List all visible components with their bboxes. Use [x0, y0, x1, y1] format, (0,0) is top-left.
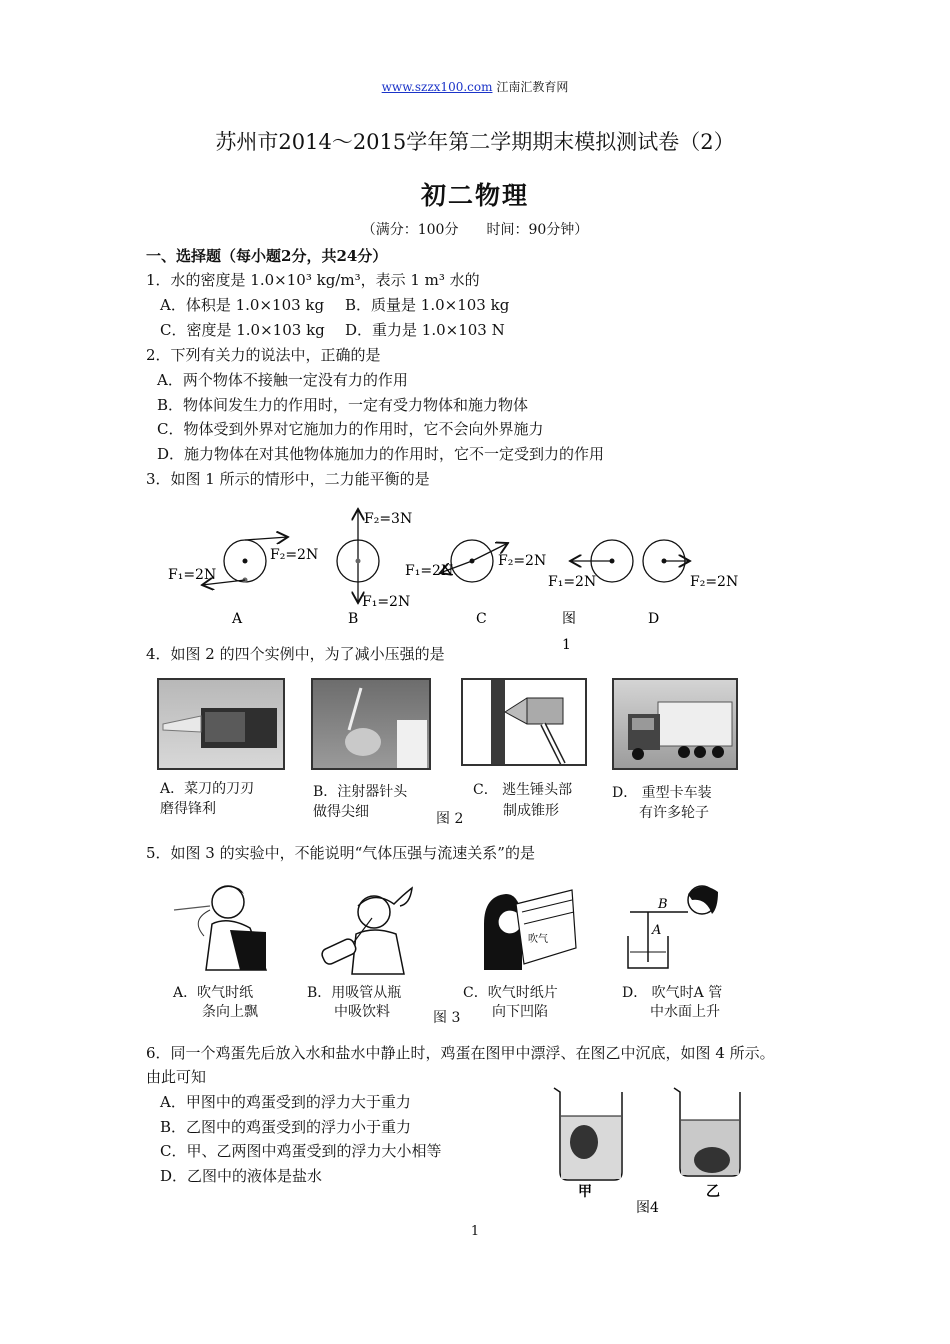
site-link[interactable]: www.szzx100.com — [381, 80, 493, 94]
q4-caption-d-line2: 有许多轮子 — [639, 805, 709, 821]
figure-1-force-diagrams — [140, 495, 760, 655]
q5-caption-c-line2: 向下凹陷 — [492, 1004, 548, 1020]
q5-caption-c-line1: C．吹气时纸片 — [463, 985, 558, 1001]
q6-stem-line2: 由此可知 — [146, 1068, 207, 1086]
q2-option-a: A．两个物体不接触一定没有力的作用 — [157, 371, 408, 389]
diagram-c — [405, 540, 546, 627]
q4-caption-a-line2: 磨得锋利 — [160, 801, 216, 817]
blowing-paper-card-drawing — [476, 884, 580, 976]
exam-title: 苏州市2014～2015学年第二学期期末模拟测试卷（2） — [215, 130, 735, 154]
figure-4-beakers — [548, 1080, 748, 1220]
d-option-label: D — [648, 611, 660, 627]
d-f2-label: F₂=2N — [690, 574, 739, 590]
site-name: 江南汇教育网 — [496, 80, 569, 94]
section-heading: 一、选择题（每小题2分，共24分） — [146, 247, 388, 265]
q6-option-a: A．甲图中的鸡蛋受到的浮力大于重力 — [160, 1093, 411, 1111]
beaker-jia-label: 甲 — [578, 1184, 592, 1200]
q1-option-b: B．质量是 1.0×103 kg — [345, 296, 510, 314]
diagram-a — [168, 537, 318, 627]
a-option-label: A — [232, 611, 243, 627]
a-f1-label: F₁=2N — [168, 567, 217, 583]
q5-caption-d-line1: D． 吹气时A 管 — [622, 985, 723, 1001]
diagram-d — [548, 540, 738, 653]
beaker-yi-label: 乙 — [706, 1184, 720, 1200]
q4-caption-c-line1: C． 逃生锤头部 — [473, 782, 573, 798]
q5-caption-a-line1: A．吹气时纸 — [173, 985, 254, 1001]
b-f1-label: F₁=2N — [362, 594, 411, 610]
q2-option-b: B．物体间发生力的作用时，一定有受力物体和施力物体 — [157, 396, 529, 414]
q5-caption-d-line2: 中水面上升 — [650, 1004, 720, 1020]
q6-option-c: C．甲、乙两图中鸡蛋受到的浮力大小相等 — [160, 1142, 442, 1160]
q6-option-d: D．乙图中的液体是盐水 — [160, 1167, 323, 1185]
tube-a-label: A — [652, 923, 662, 938]
beaker-jia — [554, 1088, 622, 1200]
c-f2-label: F₂=2N — [498, 553, 547, 569]
q5-stem: 5．如图 3 的实验中，不能说明“气体压强与流速关系”的是 — [146, 844, 535, 862]
page-number: 1 — [470, 1224, 480, 1239]
q1-option-a: A．体积是 1.0×103 kg — [160, 296, 325, 314]
q2-option-d: D．施力物体在对其他物体施加力的作用时，它不一定受到力的作用 — [157, 445, 605, 463]
q4-caption-b-line1: B．注射器针头 — [313, 784, 408, 800]
q3-stem: 3．如图 1 所示的情形中，二力能平衡的是 — [146, 470, 430, 488]
truck-photo — [612, 678, 738, 770]
q4-caption-d-line1: D． 重型卡车装 — [612, 785, 712, 801]
q4-stem: 4．如图 2 的四个实例中，为了减小压强的是 — [146, 645, 445, 663]
syringe-photo — [311, 678, 431, 770]
q1-option-d: D．重力是 1.0×103 N — [345, 321, 505, 339]
q2-option-c: C．物体受到外界对它施加力的作用时，它不会向外界施力 — [157, 420, 544, 438]
paper-card-text: 吹气 — [528, 934, 548, 945]
q6-option-b: B．乙图中的鸡蛋受到的浮力小于重力 — [160, 1118, 412, 1136]
subject-title: 初二物理 — [420, 181, 529, 210]
q4-caption-c-line2: 制成锥形 — [503, 803, 559, 819]
figure-2-label: 图 2 — [436, 811, 464, 827]
figure-1-label-top: 图 — [562, 611, 576, 627]
figure-3-label: 图 3 — [433, 1010, 461, 1026]
c-f1-label: F₁=2N — [405, 563, 454, 579]
q1-stem: 1．水的密度是 1.0×10³ kg/m³，表示 1 m³ 水的 — [146, 271, 480, 289]
a-f2-label: F₂=2N — [270, 547, 319, 563]
hammer-diagram — [461, 678, 587, 766]
exam-meta: （满分：100分 时间：90分钟） — [361, 222, 589, 238]
tube-b-label: B — [658, 897, 668, 912]
q5-caption-b-line1: B．用吸管从瓶 — [307, 985, 402, 1001]
c-option-label: C — [476, 611, 487, 627]
q4-caption-a-line1: A．菜刀的刀刃 — [160, 781, 255, 797]
figure-4-label: 图4 — [636, 1200, 659, 1216]
q5-caption-b-line2: 中吸饮料 — [334, 1004, 390, 1020]
figure-1-label-bottom: 1 — [562, 637, 571, 653]
beaker-yi — [674, 1088, 740, 1200]
q5-caption-a-line2: 条向上飘 — [202, 1004, 258, 1020]
diagram-b — [337, 509, 412, 627]
drinking-straw-drawing — [318, 882, 430, 976]
q2-stem: 2．下列有关力的说法中，正确的是 — [146, 346, 381, 364]
d-f1-label: F₁=2N — [548, 574, 597, 590]
page-header — [0, 78, 950, 95]
q1-option-c: C．密度是 1.0×103 kg — [160, 321, 325, 339]
b-f2-label: F₂=3N — [364, 511, 413, 527]
q4-caption-b-line2: 做得尖细 — [313, 804, 369, 820]
knife-photo — [157, 678, 285, 770]
q6-stem-line1: 6．同一个鸡蛋先后放入水和盐水中静止时，鸡蛋在图甲中漂浮、在图乙中沉底，如图 4 所示。 — [146, 1044, 775, 1062]
blowing-paper-strip-drawing — [170, 876, 278, 972]
blowing-a-tube-drawing — [622, 878, 740, 974]
b-option-label: B — [348, 611, 359, 627]
